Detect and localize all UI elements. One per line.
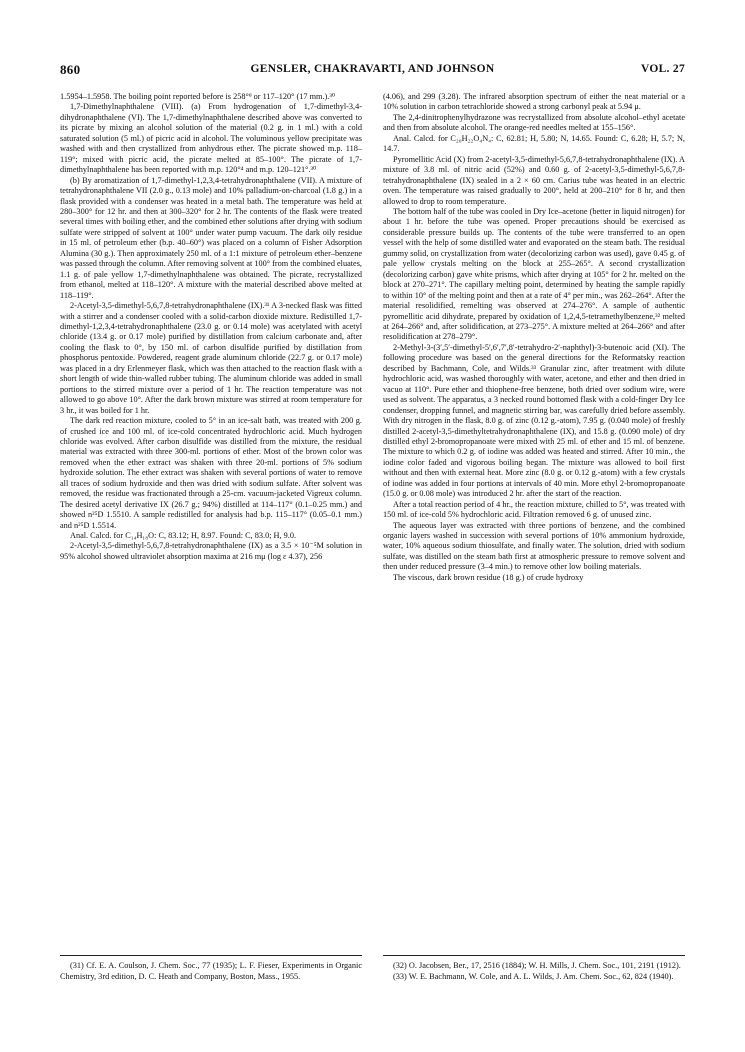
paragraph: (b) By aromatization of 1,7-dimethyl-1,2,3,4-tetrahydronaphthalene (VII). A mixture of tetrahydronaphthalene VII (2.0 g., 0.13 mole) and 10% palladium-on-charcoal (1.8 g.) in a flask provided with a condenser was heated in a metal bath. The temperature was held at 280–300° for 12 hr. and then at 300–320° for 2 hr. The contents of the flask were treated several times with boiling ether, and the combined ether solutions after drying with sodium sulfate were stripped of solvent at 100° under water pump vacuum. The dark oily residue in 15 ml. of petroleum ether (b.p. 40–60°) was placed on a column of Fisher Adsorption Alumina (30 g.). Then approximately 250 ml. of a 1:1 mixture of petroleum ether–benzene was passed through the column. After removing solvent at 100° from the combined eluates, 1.1 g. of pale yellow 1,7-dimethylnaphthalene was obtained. The picrate, recrystallized from ethanol, melted at 118–120°. A mixture with the material described above melted at 118–119°. <box>60 175 362 300</box>
volume-label: VOL. 27 <box>640 63 685 75</box>
left-column <box>60 92 362 562</box>
footnotes-right <box>383 955 685 983</box>
paragraph: Anal. Calcd. for C₂₀H₂₂O₄N₄: C, 62.81; H, 5.80; N, 14.65. Found: C, 6.28; H, 5.7; N, 14.7. <box>383 133 685 154</box>
footnote: (33) W. E. Bachmann, W. Cole, and A. L. Wilds, J. Am. Chem. Soc., 62, 824 (1940). <box>393 971 674 981</box>
paragraph: 1,7-Dimethylnaphthalene (VIII). (a) From hydrogenation of 1,7-dimethyl-3,4-dihydronaphthalene (VI). The 1,7-dimethylnaphthalene described above was converted to its picrate by mixing an alcohol solution of the material (0.2 g. in 1 ml.) with a cold saturated solution (5 ml.) of picric acid in alcohol. The voluminous yellow precipitate was washed with and then crystallized from anhydrous ether. The picrate showed m.p. 118–119°; mixed with picric acid, the picrate melted at 85–100°. The picrate of 1,7-dimethylnaphthalene has been reported with m.p. 120°⁴ and m.p. 120–121°.³⁰ <box>60 102 362 175</box>
right-column <box>383 92 685 583</box>
paragraph: Anal. Calcd. for C₁₄H₁₈O: C, 83.12; H, 8.97. Found: C, 83.0; H, 9.0. <box>70 531 297 541</box>
paragraph: The viscous, dark brown residue (18 g.) of crude hydroxy <box>393 572 584 582</box>
page-number: 860 <box>60 62 81 77</box>
paragraph: The dark red reaction mixture, cooled to 5° in an ice-salt bath, was treated with 200 g. of crushed ice and 100 ml. of ice-cold concentrated hydrochloric acid. Much hydrogen chloride was evolved. After carbon disulfide was distilled from the mixture, the residual material was extracted with three 300-ml. portions of ether. Most of the brown color was removed when the ether extract was shaken with three 20-ml. portions of 5% sodium hydroxide solution. The ether extract was shaken with several portions of water to remove all traces of sodium hydroxide and then was dried with sodium sulfate. After solvent was removed, the residue was fractionated through a 25-cm. vacuum-jacketed Vigreux column. The desired acetyl derivative IX (26.7 g.; 94%) distilled at 114–117° (0.1–0.25 mm.) and showed n²⁵D 1.5510. A sample redistilled for analysis had b.p. 115–117° (0.05–0.1 mm.) and n²⁵D 1.5514. <box>60 416 362 530</box>
paragraph: (4.06), and 299 (3.28). The infrared absorption spectrum of either the neat material or a 10% solution in carbon tetrachloride showed a strong carbonyl peak at 5.94 μ. <box>383 92 685 112</box>
paragraph: The aqueous layer was extracted with three portions of benzene, and the combined organic layers washed in succession with several portions of 10% ammonium hydroxide, water, 10% aqueous sodium thiosulfate, and finally water. The solution, dried with sodium sulfate, was distilled on the steam bath first at atmospheric pressure to remove solvent and then under reduced pressure (3–4 min.) to remove other low boiling materials. <box>383 520 685 572</box>
paragraph: After a total reaction period of 4 hr., the reaction mixture, chilled to 5°, was treated with 150 ml. of ice-cold 5% hydrochloric acid. Filtration removed 6 g. of unused zinc. <box>383 499 685 520</box>
footnote-rule <box>60 955 362 956</box>
running-header <box>60 62 685 82</box>
footnote: (32) O. Jacobsen, Ber., 17, 2516 (1884); W. H. Mills, J. Chem. Soc., 101, 2191 (1912). <box>393 961 681 970</box>
footnotes-left <box>60 955 362 983</box>
paragraph: 2-Methyl-3-(3′,5′-dimethyl-5′,6′,7′,8′-tetrahydro-2′-naphthyl)-3-butenoic acid (XI). The following procedure was based on the general directions for the Reformatsky reaction described by Bachmann, Cole, and Wilds.³³ Granular zinc, after treatment with dilute hydrochloric acid, was washed thoroughly with water, acetone, and ether and then dried in vacuo at 110°. Pure ether and thiophene-free benzene, both dried over sodium wire, were used as solvent. The apparatus, a 3 necked round bottomed flask with a cold-finger Dry Ice condenser, dropping funnel, and magnetic stirring bar, was carefully dried before assembly. With dry nitrogen in the flask, 8.0 g. of zinc (0.12 g.-atom), 7.95 g. (0.040 mole) of freshly distilled 2-acetyl-3,5-dimethyltetrahydronaphthalene (IX), and 15.8 g. (0.090 mole) of dry distilled ethyl 2-bromopropanoate were mixed with 25 ml. of ether and 15 ml. of benzene. The mixture to which 0.2 g. of iodine was added was heated and stirred. After 10 min., the iodine color faded and vigorous boiling began. The mixture was allowed to boil first without and then with external heat. More zinc (8.0 g. or 0.12 g.-atom) with a few crystals of iodine was added in four portions at intervals of 40 min. More ethyl 2-bromopropanoate (15.0 g. or 0.08 mole) was introduced 2 hr. after the start of the reaction. <box>383 342 685 499</box>
footnote-rule <box>383 955 685 956</box>
running-authors: GENSLER, CHAKRAVARTI, AND JOHNSON <box>250 63 495 75</box>
paragraph: The 2,4-dinitrophenylhydrazone was recrystallized from absolute alcohol–ethyl acetate and then from absolute alcohol. The orange-red needles melted at 155–156°. <box>383 112 685 133</box>
paragraph: 2-Acetyl-3,5-dimethyl-5,6,7,8-tetrahydronaphthalene (IX).³¹ A 3-necked flask was fitted with a stirrer and a condenser cooled with a solid-carbon dioxide mixture. Redistilled 1,7-dimethyl-1,2,3,4-tetrahydronaphthalene (23.0 g. or 0.14 mole) was acetylated with acetyl chloride (13.4 g. or 0.17 mole) purified by distillation from calcium carbonate and, after cooling the flask to 0°, by 150 ml. of carbon disulfide purified by distillation from phosphorus pentoxide. Powdered, reagent grade aluminum chloride (22.7 g. or 0.17 mole) was placed in a dry Erlenmeyer flask, which was then attached to the reaction flask with a short length of wide thin-walled rubber tubing. The aluminum chloride was added in small portions to the stirred mixture over a period of 1 hr. The reaction temperature was not allowed to go above 10°. After the dark brown mixture was stirred at room temperature for 3 hr., it was boiled for 1 hr. <box>60 301 362 415</box>
paragraph: 2-Acetyl-3,5-dimethyl-5,6,7,8-tetrahydronaphthalene (IX) as a 3.5 × 10⁻⁵M solution in 95% alcohol showed ultraviolet absorption maxima at 216 mμ (log ε 4.37), 256 <box>60 541 362 561</box>
footnote: (31) Cf. E. A. Coulson, J. Chem. Soc., 77 (1935); L. F. Fieser, Experiments in Organic Chemistry, 3rd edition, D. C. Heath and Company, Boston, Mass., 1955. <box>60 961 362 981</box>
paragraph: The bottom half of the tube was cooled in Dry Ice–acetone (better in liquid nitrogen) for about 1 hr. before the tube was opened. Proper precautions should be exercised as considerable pressure builds up. The contents of the tube were transferred to an open vessel with the help of some distilled water and evaporated on the steam bath. The residual gummy solid, on crystallization from water (decolorizing carbon was used), gave 0.45 g. of pale yellow crystals melting on the block at 255–265°. A second crystallization (decolorizing carbon) gave white prisms, which after drying at 105° for 2 hr. melted on the block at 270–271°. The capillary melting point, determined by heating the sample rapidly to within 10° of the melting point and then at a rate of 4° per min., was 262–264°. After the material resolidified, remelting was observed at 274–276°. A sample of authentic pyromellitic acid dihydrate, prepared by oxidation of 1,2,4,5-tetramethylbenzene,³² melted at 264–266° and, after solidification, at 273–275°. A mixture melted at 264–266° and after resolidification at 278–279°. <box>383 206 685 342</box>
paragraph: Pyromellitic Acid (X) from 2-acetyl-3,5-dimethyl-5,6,7,8-tetrahydronaphthalene (IX). A mixture of 3.8 ml. of nitric acid (52%) and 0.60 g. of 2-acetyl-3,5-dimethyl-5,6,7,8-tetrahydronaphthalene (IX) sealed in a 2 × 60 cm. Carius tube was heated in an electric oven. The temperature was raised gradually to 200°, held at 200–210° for 8 hr, and then allowed to drop to room temperature. <box>383 154 685 206</box>
paragraph: 1.5954–1.5958. The boiling point reported before is 258°⁹ or 117–120° (17 mm.).³⁰ <box>60 92 336 101</box>
